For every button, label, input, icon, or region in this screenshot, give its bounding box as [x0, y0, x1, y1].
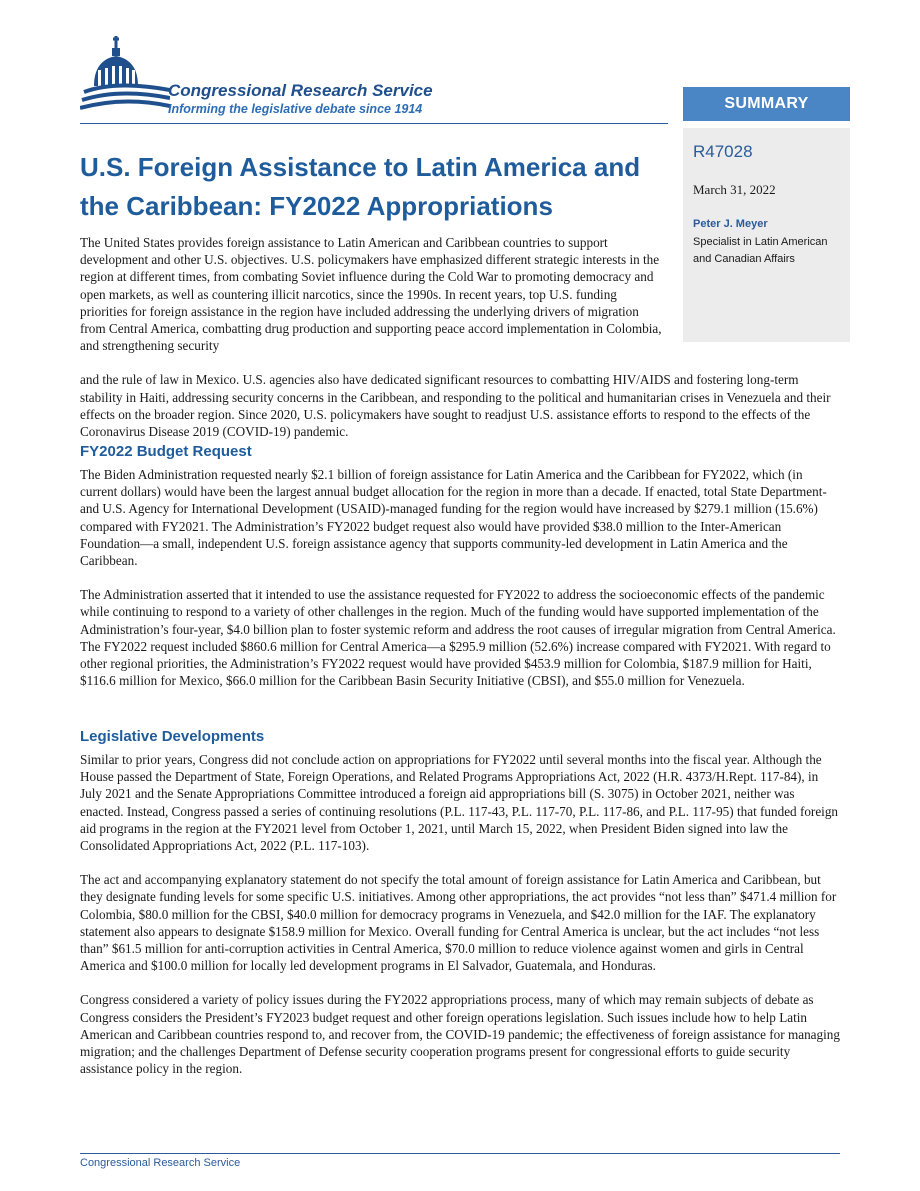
- body-paragraph: The Biden Administration requested nearly $2.1 billion of foreign assistance for Latin America and the Caribbean for FY2022, which (in current dollars) would have been the largest annual budget allocation for the region in more than a decade. If enacted, total State Department- and U.S. Agency for International Development (USAID)-managed funding for the region would have increased by $279.1 million (15.6%) compared with FY2021. The Administration’s FY2022 budget request also would have provided $38.0 million to the Inter-American Foundation—a small, independent U.S. foreign assistance agency that supports community-led development in Latin America and the Caribbean.: [80, 467, 827, 569]
- footer-divider: [80, 1153, 840, 1154]
- org-name: Congressional Research Service: [168, 81, 433, 100]
- footer-text: Congressional Research Service: [80, 1157, 241, 1169]
- intro-paragraph-narrow: The United States provides foreign assistance to Latin American and Caribbean countries to support development and other U.S. objectives. U.S. policymakers have emphasized different strategic interests in the region at different times, from combating Soviet influence during the Cold War to promoting democracy and open markets, as well as countering illicit narcotics, since the 1990s. In recent years, top U.S. funding priorities for foreign assistance in the region have included addressing the underlying drivers of migration from Central America, combatting drug production and supporting peace accord implementation in Colombia, and strengthening security: [80, 235, 662, 354]
- section-heading: Legislative Developments: [80, 728, 265, 745]
- budget-request-section: [80, 442, 840, 689]
- crs-logo: [80, 34, 480, 124]
- section-heading: FY2022 Budget Request: [80, 443, 252, 460]
- body-paragraph: The act and accompanying explanatory statement do not specify the total amount of foreign assistance for Latin America and Caribbean, but they designate funding levels for some specific U.S. initiatives. Among other appropriations, the act provides “not less than” $471.4 million for Colombia, $80.0 million for the CBSI, $40.0 million for democracy programs in Venezuela, and $42.0 million for the IAF. The explanatory statement also appears to designate $158.9 million for Mexico. Overall funding for Central America is unclear, but the act includes “not less than” $61.5 million for anti-corruption activities in Central America, $70.0 million to reduce violence against women and girls in Central America and $100.0 million for locally led development programs in El Salvador, Guatemala, and Honduras.: [80, 872, 837, 974]
- report-date: March 31, 2022: [693, 182, 776, 197]
- intro-section: [80, 234, 840, 440]
- intro-paragraph-wide: and the rule of law in Mexico. U.S. agencies also have dedicated significant resources to combatting HIV/AIDS and fostering long-term stability in Haiti, addressing security concerns in the Caribbean, and responding to the political and humanitarian crises in Venezuela and their effects on the broader region. Since 2020, U.S. policymakers have sought to readjust U.S. assistance efforts to respond to the effects of the Coronavirus Disease 2019 (COVID-19) pandemic.: [80, 372, 831, 440]
- author-name: Peter J. Meyer: [693, 218, 768, 230]
- capitol-dome-icon: [80, 34, 170, 118]
- summary-tab: SUMMARY: [683, 87, 850, 121]
- body-paragraph: The Administration asserted that it intended to use the assistance requested for FY2022 to address the socioeconomic effects of the pandemic while continuing to respond to a variety of other challenges in the region. Much of the funding would have supported implementation of the Administration’s four-year, $4.0 billion plan to foster systemic reform and address the root causes of irregular migration from Central America. The FY2022 request included $860.6 million for Central America—a $295.9 million (52.6%) increase compared with FY2021. With regard to other regional priorities, the Administration’s FY2022 request would have provided $453.9 million for Colombia, $187.9 million for Haiti, $116.6 million for Mexico, $66.0 million for the Caribbean Basin Security Initiative (CBSI), and $55.0 million for Venezuela.: [80, 587, 836, 689]
- body-paragraph: Similar to prior years, Congress did not conclude action on appropriations for FY2022 until several months into the fiscal year. Although the House passed the Department of State, Foreign Operations, and Related Programs Appropriations Act, 2022 (H.R. 4373/H.Rept. 117-84), in July 2021 and the Senate Appropriations Committee introduced a foreign aid appropriations bill (S. 3075) in October 2021, neither was enacted. Instead, Congress passed a series of continuing resolutions (P.L. 117-43, P.L. 117-70, P.L. 117-86, and P.L. 117-95) that funded foreign aid programs in the region at the FY2021 level from October 1, 2021, until March 15, 2022, when President Biden signed into law the Consolidated Appropriations Act, 2022 (P.L. 117-103).: [80, 752, 839, 854]
- document-title: U.S. Foreign Assistance to Latin America and the Caribbean: FY2022 Appropriations: [80, 152, 641, 221]
- org-tagline: Informing the legislative debate since 1914: [168, 102, 423, 116]
- header-divider: [80, 123, 668, 124]
- legislative-developments-section: [80, 727, 840, 1077]
- report-number: R47028: [693, 142, 753, 161]
- body-paragraph: Congress considered a variety of policy issues during the FY2022 appropriations process, many of which may remain subjects of debate as Congress considers the President’s FY2023 budget request and other foreign operations legislation. Such issues include how to help Latin American and Caribbean countries respond to, and recover from, the COVID-19 pandemic; the effectiveness of foreign assistance for managing migration; and the challenges Department of Defense security cooperation programs present for congressional efforts to guide security assistance policy in the region.: [80, 992, 840, 1077]
- author-title: Specialist in Latin American and Canadian Affairs: [693, 236, 828, 265]
